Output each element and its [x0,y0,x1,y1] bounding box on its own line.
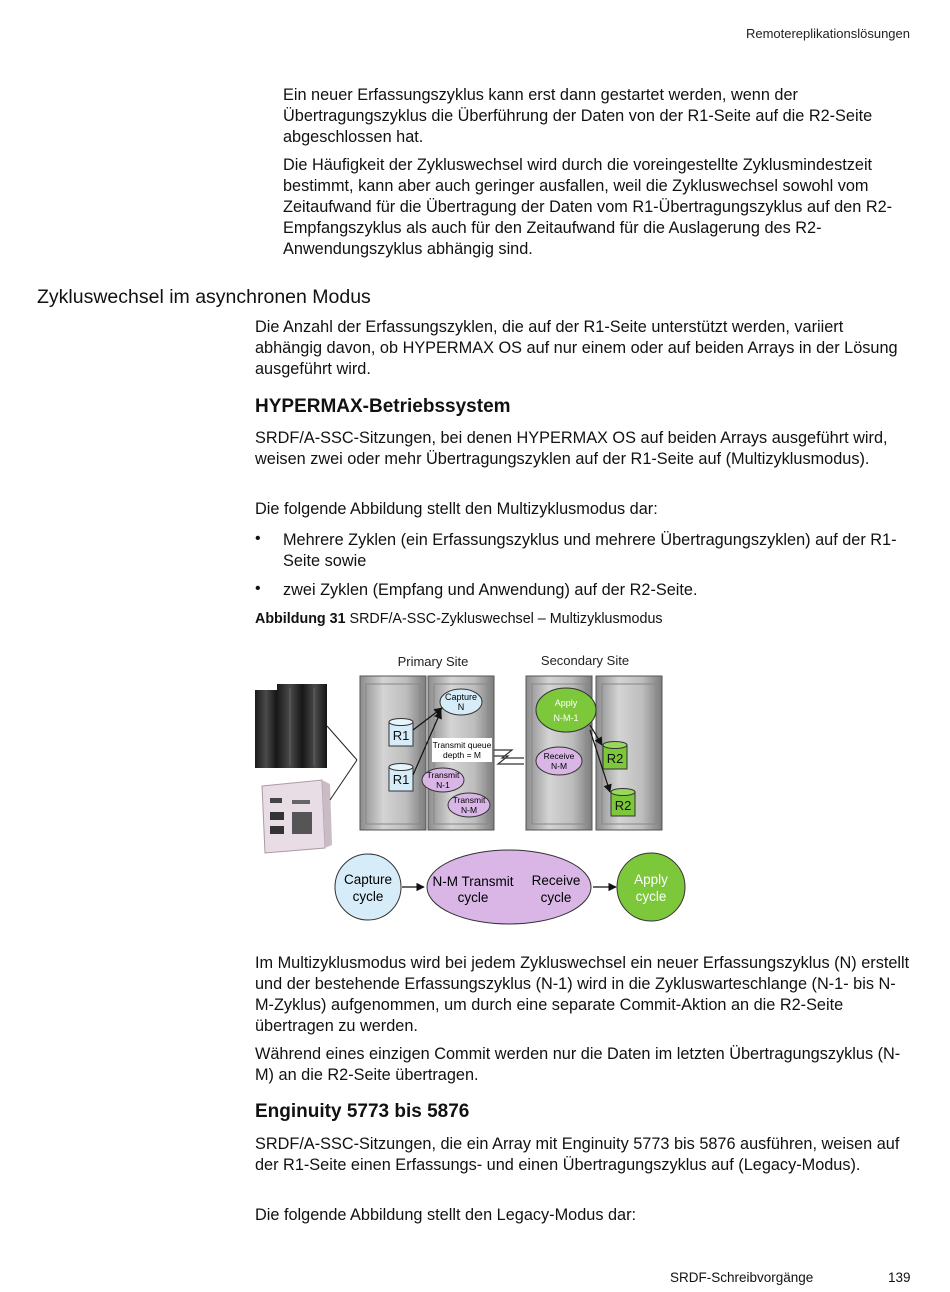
hypermax-paragraph-2: Die folgende Abbildung stellt den Multizyklusmodus dar: [255,500,658,518]
svg-text:Transmit queue: Transmit queue [432,740,492,750]
svg-text:R1: R1 [392,728,410,743]
bullet-marker: • [255,530,261,547]
svg-text:N: N [457,702,465,712]
capture-cycle-node [335,854,401,920]
figure-caption-text: SRDF/A-SSC-Zykluswechsel – Multizyklusmodus [349,611,663,627]
svg-text:Capture: Capture [343,872,393,887]
transmit-n1-cloud [422,768,464,792]
page-number: 139 [888,1270,911,1285]
transmit-queue-label [432,738,492,762]
svg-text:N-M: N-M [550,761,568,771]
svg-text:Receive: Receive [543,751,575,761]
svg-text:cycle: cycle [635,889,667,904]
hypermax-paragraph-4: Während eines einzigen Commit werden nur die Daten im letzten Übertragungszyklus (N-M) an die R2-Seite übertragen. [255,1045,901,1084]
svg-text:cycle: cycle [540,890,572,905]
svg-text:Transmit: Transmit [452,795,486,805]
enginuity-paragraph-1: SRDF/A-SSC-Sitzungen, die ein Array mit Enginuity 5773 bis 5876 ausführen, weisen auf der R1-Seite einen Erfassungs- und einen Übertragungszyklus auf (Legacy-Modus). [255,1135,900,1174]
transmit-receive-cycle-node [427,850,591,924]
server-host-icon [262,780,332,853]
bullet-item-1: Mehrere Zyklen (ein Erfassungszyklus und mehrere Übertragungszyklen) auf der R1-Seite sowie [283,531,897,570]
transmit-nm-cloud [448,793,490,817]
footer-chapter: SRDF-Schreibvorgänge [670,1270,814,1285]
svg-text:cycle: cycle [457,890,489,905]
secondary-site-label: Secondary Site [540,653,630,668]
svg-text:N-M-1: N-M-1 [553,713,579,723]
enginuity-heading: Enginuity 5773 bis 5876 [255,1101,470,1122]
svg-text:Transmit: Transmit [426,770,460,780]
figure-caption [255,611,663,627]
svg-text:Receive: Receive [531,873,581,888]
intro-paragraph-1: Ein neuer Erfassungszyklus kann erst dann gestartet werden, wenn der Übertragungszyklus die Überführung der Daten von der R1-Seite auf die R2-Seite abgeschlossen hat. [283,86,873,146]
intro-paragraph-2: Die Häufigkeit der Zykluswechsel wird durch die voreingestellte Zyklusmindestzeit bestimmt, kann aber auch geringer ausfallen, weil die Zykluswechsel sowohl vom Zeitaufwand für die Übertragung der Daten vom R1-Übertragungszyklus auf den R2-Empfangszyklus als auch für den Zeitaufwand für die Auslagerung des R2-Anwendungszyklus abhängig sind. [283,156,893,258]
svg-text:Apply: Apply [554,698,578,708]
svg-text:N-M Transmit: N-M Transmit [432,874,514,889]
svg-text:R1: R1 [392,772,410,787]
link-zigzag [494,750,524,758]
svg-text:depth = M: depth = M [442,750,482,760]
r1-disk-icon [389,719,413,747]
r2-disk-icon [611,789,635,817]
hypermax-paragraph-1: SRDF/A-SSC-Sitzungen, bei denen HYPERMAX OS auf beiden Arrays ausgeführt wird, weisen zwei oder mehr Übertragungszyklen auf der R1-Seite auf (Multizyklusmodus). [255,429,888,468]
svg-text:Capture: Capture [444,692,478,702]
svg-text:Apply: Apply [634,872,668,887]
r1-disk-icon [389,764,413,792]
bullet-marker: • [255,580,261,597]
svg-text:R2: R2 [606,751,624,766]
multicycle-diagram [250,645,700,935]
svg-text:cycle: cycle [352,889,384,904]
svg-text:R2: R2 [614,798,632,813]
section-title: Zykluswechsel im asynchronen Modus [37,286,371,308]
capture-n-cloud [440,689,482,715]
receive-nm-cloud [536,747,582,775]
enginuity-paragraph-2: Die folgende Abbildung stellt den Legacy-Modus dar: [255,1206,637,1224]
hypermax-heading: HYPERMAX-Betriebssystem [255,396,511,417]
svg-text:N-M: N-M [460,805,478,815]
figure-label: Abbildung 31 [255,611,346,627]
r2-disk-icon [603,742,627,770]
mainframe-host-icon [255,684,327,768]
bullet-item-2: zwei Zyklen (Empfang und Anwendung) auf der R2-Seite. [283,581,698,599]
svg-text:N-1: N-1 [436,780,450,790]
primary-site-label: Primary Site [397,654,469,669]
apply-cycle-node [617,853,685,921]
hypermax-paragraph-3: Im Multizyklusmodus wird bei jedem Zykluswechsel ein neuer Erfassungszyklus (N) erstellt und der bestehende Erfassungszyklus (N-1) wird in die Zykluswarteschlange (N-1- bis N-M-Zyklus) aufgenommen, um durch eine separate Commit-Aktion an die R2-Seite übertragen zu werden. [255,954,910,1035]
running-header: Remotereplikationslösungen [745,26,910,41]
apply-nm1-cloud [536,688,596,732]
section-paragraph-1: Die Anzahl der Erfassungszyklen, die auf der R1-Seite unterstützt werden, variiert abhängig davon, ob HYPERMAX OS auf nur einem oder auf beiden Arrays in der Lösung ausgeführt wird. [255,318,898,378]
